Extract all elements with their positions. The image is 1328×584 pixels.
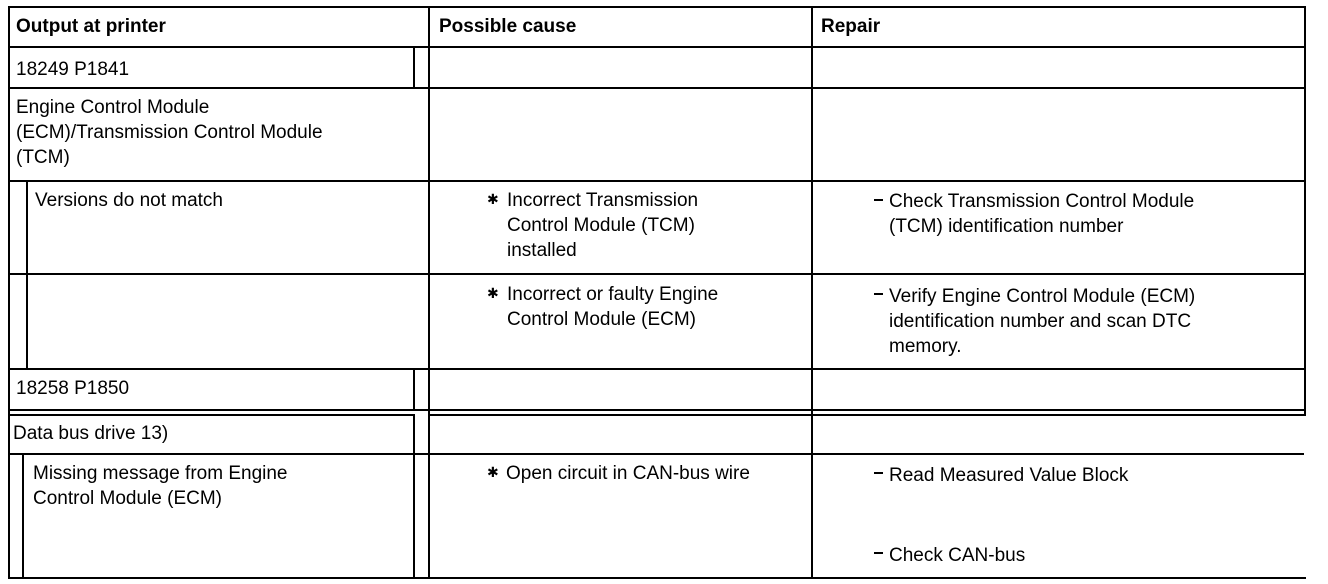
dash-icon xyxy=(874,199,883,201)
row-line-6 xyxy=(8,409,1306,411)
repair1-line-2: (TCM) identification number xyxy=(889,216,1124,237)
cause1-line-1: Incorrect Transmission xyxy=(507,190,699,211)
versions-text: Versions do not match xyxy=(35,190,223,211)
indent-line-2 xyxy=(26,275,28,370)
row-line-7b xyxy=(428,414,1304,416)
dash-icon xyxy=(874,472,883,474)
column-divider-1 xyxy=(428,6,430,579)
bullet-icon: ✱ xyxy=(487,285,499,301)
table-border-bottom xyxy=(8,577,1306,579)
dash-icon xyxy=(874,552,883,554)
cause2-line-1: Incorrect or faulty Engine xyxy=(507,284,719,305)
table-border-top xyxy=(8,6,1306,8)
inner-divider-a xyxy=(413,48,415,87)
repair2-line-1: Verify Engine Control Module (ECM) xyxy=(889,286,1196,307)
inner-divider-c xyxy=(413,414,415,579)
missing-line-2: Control Module (ECM) xyxy=(33,488,222,509)
cause1-line-3: installed xyxy=(507,240,577,261)
indent-line-1 xyxy=(26,182,28,273)
dash-icon xyxy=(874,293,883,295)
cause3-text: Open circuit in CAN-bus wire xyxy=(506,463,750,484)
repair2-line-3: memory. xyxy=(889,336,962,357)
cause1-line-2: Control Module (TCM) xyxy=(507,215,695,236)
code-18249: 18249 P1841 xyxy=(16,59,130,80)
code-18258: 18258 P1850 xyxy=(16,378,130,399)
row-line-3 xyxy=(8,180,1306,182)
databus-text: Data bus drive 13) xyxy=(13,423,169,444)
bullet-icon: ✱ xyxy=(487,191,499,207)
row-line-7a xyxy=(8,414,413,416)
missing-line-1: Missing message from Engine xyxy=(33,463,288,484)
table-border-right xyxy=(1304,6,1306,416)
row-line-1 xyxy=(8,46,1306,48)
repair1-line-1: Check Transmission Control Module xyxy=(889,191,1195,212)
row-line-4 xyxy=(8,273,1306,275)
row-line-8 xyxy=(8,453,1304,455)
column-divider-2 xyxy=(811,6,813,579)
ecm-tcm-line-3: (TCM) xyxy=(16,147,70,168)
row-line-5 xyxy=(8,368,1306,370)
cause2-line-2: Control Module (ECM) xyxy=(507,309,696,330)
repair3a-text: Read Measured Value Block xyxy=(889,465,1129,486)
indent-line-3 xyxy=(22,455,24,579)
table-border-left xyxy=(8,6,10,579)
bullet-icon: ✱ xyxy=(487,464,499,480)
header-output: Output at printer xyxy=(16,16,166,37)
ecm-tcm-line-1: Engine Control Module xyxy=(16,97,210,118)
row-line-2 xyxy=(8,87,1306,89)
repair2-line-2: identification number and scan DTC xyxy=(889,311,1192,332)
header-repair: Repair xyxy=(821,16,881,37)
header-cause: Possible cause xyxy=(439,16,577,37)
inner-divider-b xyxy=(413,370,415,409)
repair3b-text: Check CAN-bus xyxy=(889,545,1026,566)
ecm-tcm-line-2: (ECM)/Transmission Control Module xyxy=(16,122,323,143)
